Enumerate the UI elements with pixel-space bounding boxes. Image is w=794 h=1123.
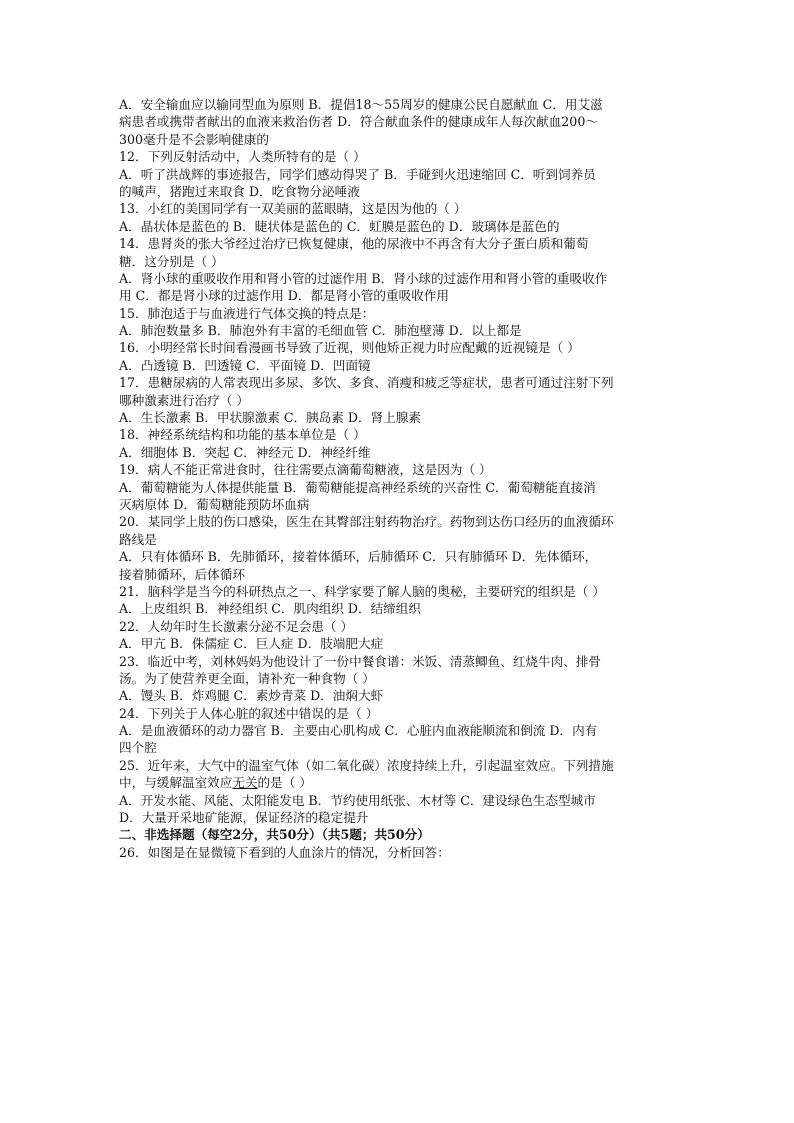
option-line: D．大量开采地矿能源，保证经济的稳定提升 (119, 810, 369, 826)
option-line: A．只有体循环 B．先肺循环，接着体循环，后肺循环 C．只有肺循环 D．先体循环， (119, 549, 598, 565)
option-line: A．上皮组织 B．神经组织 C．肌肉组织 D．结缔组织 (119, 601, 421, 617)
option-line: A．肾小球的重吸收作用和肾小管的过滤作用 B．肾小球的过滤作用和肾小管的重吸收作 (119, 270, 608, 286)
question-18: 18．神经系统结构和功能的基本单位是（ ） (119, 427, 366, 443)
option-line: A．葡萄糖能为人体提供能量 B．葡萄糖能提高神经系统的兴奋性 C．葡萄糖能直接消 (119, 479, 596, 495)
question-23: 23．临近中考，刘林妈妈为他设计了一份中餐食谱：米饭、清蒸鲫鱼、红烧牛肉、排骨 (119, 653, 601, 669)
question-15: 15．肺泡适于与血液进行气体交换的特点是： (119, 305, 375, 321)
option-line: A．听了洪战辉的事迹报告，同学们感动得哭了 B．手碰到火迅速缩回 C．听到饲养员 (119, 166, 596, 182)
exam-page (119, 96, 675, 861)
question-21: 21．脑科学是当今的科研热点之一、科学家要了解人脑的奥秘，主要研究的组织是（ ） (119, 583, 605, 599)
question-24: 24．下列关于人体心脏的叙述中错误的是（ ） (119, 705, 379, 721)
question-17: 17．患糖尿病的人常表现出多尿、多饮、多食、消瘦和疲乏等症状，患者可通过注射下列 (119, 375, 614, 391)
question-23-cont: 汤。为了使营养更全面，请补充一种食物（ ） (119, 670, 375, 686)
question-13: 13．小红的美国同学有一双美丽的蓝眼睛，这是因为他的（ ） (119, 201, 467, 217)
option-line: A．肺泡数量多 B．肺泡外有丰富的毛细血管 C．肺泡壁薄 D．以上都是 (119, 323, 522, 339)
option-line: 灭病原体 D．葡萄糖能预防坏血病 (119, 496, 310, 512)
question-19: 19．病人不能正常进食时，往往需要点滴葡萄糖液，这是因为（ ） (119, 462, 492, 478)
question-26: 26．如图是在显微镜下看到的人血涂片的情况，分析回答： (119, 844, 450, 860)
question-12: 12．下列反射活动中，人类所特有的是（ ） (119, 149, 366, 165)
option-line: 病患者或携带者献出的血液来救治伤者 D．符合献血条件的健康成年人每次献血200～ (119, 114, 598, 130)
question-22: 22．人幼年时生长激素分泌不足会患（ ） (119, 618, 354, 634)
option-line: 300毫升是不会影响健康的 (119, 131, 269, 147)
option-line: 用 C．都是肾小球的过滤作用 D．都是肾小管的重吸收作用 (119, 288, 449, 304)
question-14-cont: 糖．这分别是（ ） (119, 253, 224, 269)
option-line: A．生长激素 B．甲状腺激素 C．胰岛素 D．肾上腺素 (119, 410, 421, 426)
question-25-underlined-text: 无关 (232, 775, 258, 791)
option-line: A．细胞体 B．突起 C．神经元 D．神经纤维 (119, 444, 371, 460)
option-line: A．安全输血应以输同型血为原则 B．提倡18～55周岁的健康公民自愿献血 C．用艾滋 (119, 97, 603, 112)
option-line: A．晶状体是蓝色的 B．睫状体是蓝色的 C．虹膜是蓝色的 D．玻璃体是蓝色的 (119, 218, 560, 234)
option-line: 接着肺循环，后体循环 (119, 566, 245, 582)
option-line: A．是血液循环的动力器官 B．主要由心肌构成 C．心脏内血液能顺流和倒流 D．内有 (119, 723, 598, 739)
option-line: A．甲亢 B．侏儒症 C．巨人症 D．肢端肥大症 (119, 636, 384, 652)
option-line: A．开发水能、风能、太阳能发电 B．节约使用纸张、木材等 C．建设绿色生态型城市 (119, 792, 596, 808)
question-25: 25．近年来，大气中的温室气体（如二氧化碳）浓度持续上升，引起温室效应。下列措施 (119, 757, 614, 773)
question-25-text-pre: 中，与缓解温室效应 (119, 775, 233, 791)
question-16: 16．小明经常长时间看漫画书导致了近视，则他矫正视力时应配戴的近视镜是（ ） (119, 340, 580, 356)
option-line: A．馒头 B．炸鸡腿 C．素炒青菜 D．油焖大虾 (119, 688, 384, 704)
option-line: 的喊声，猪跑过来取食 D．吃食物分泌唾液 (119, 183, 360, 199)
question-14: 14．患肾炎的张大爷经过治疗已恢复健康，他的尿液中不再含有大分子蛋白质和葡萄 (119, 236, 589, 252)
question-25-text-post: 的是（ ） (257, 775, 312, 791)
option-line: A．凸透镜 B．凹透镜 C．平面镜 D．凹面镜 (119, 357, 371, 373)
question-25-cont (119, 774, 675, 791)
question-17-cont: 哪种激素进行治疗（ ） (119, 392, 249, 408)
section-heading: 二、非选择题（每空2分，共50分）（共5题；共50分） (119, 827, 430, 843)
question-20-cont: 路线是 (119, 531, 157, 547)
question-20: 20．某同学上肢的伤口感染，医生在其臀部注射药物治疗。药物到达伤口经历的血液循环 (119, 514, 614, 530)
option-line: 四个腔 (119, 740, 157, 756)
